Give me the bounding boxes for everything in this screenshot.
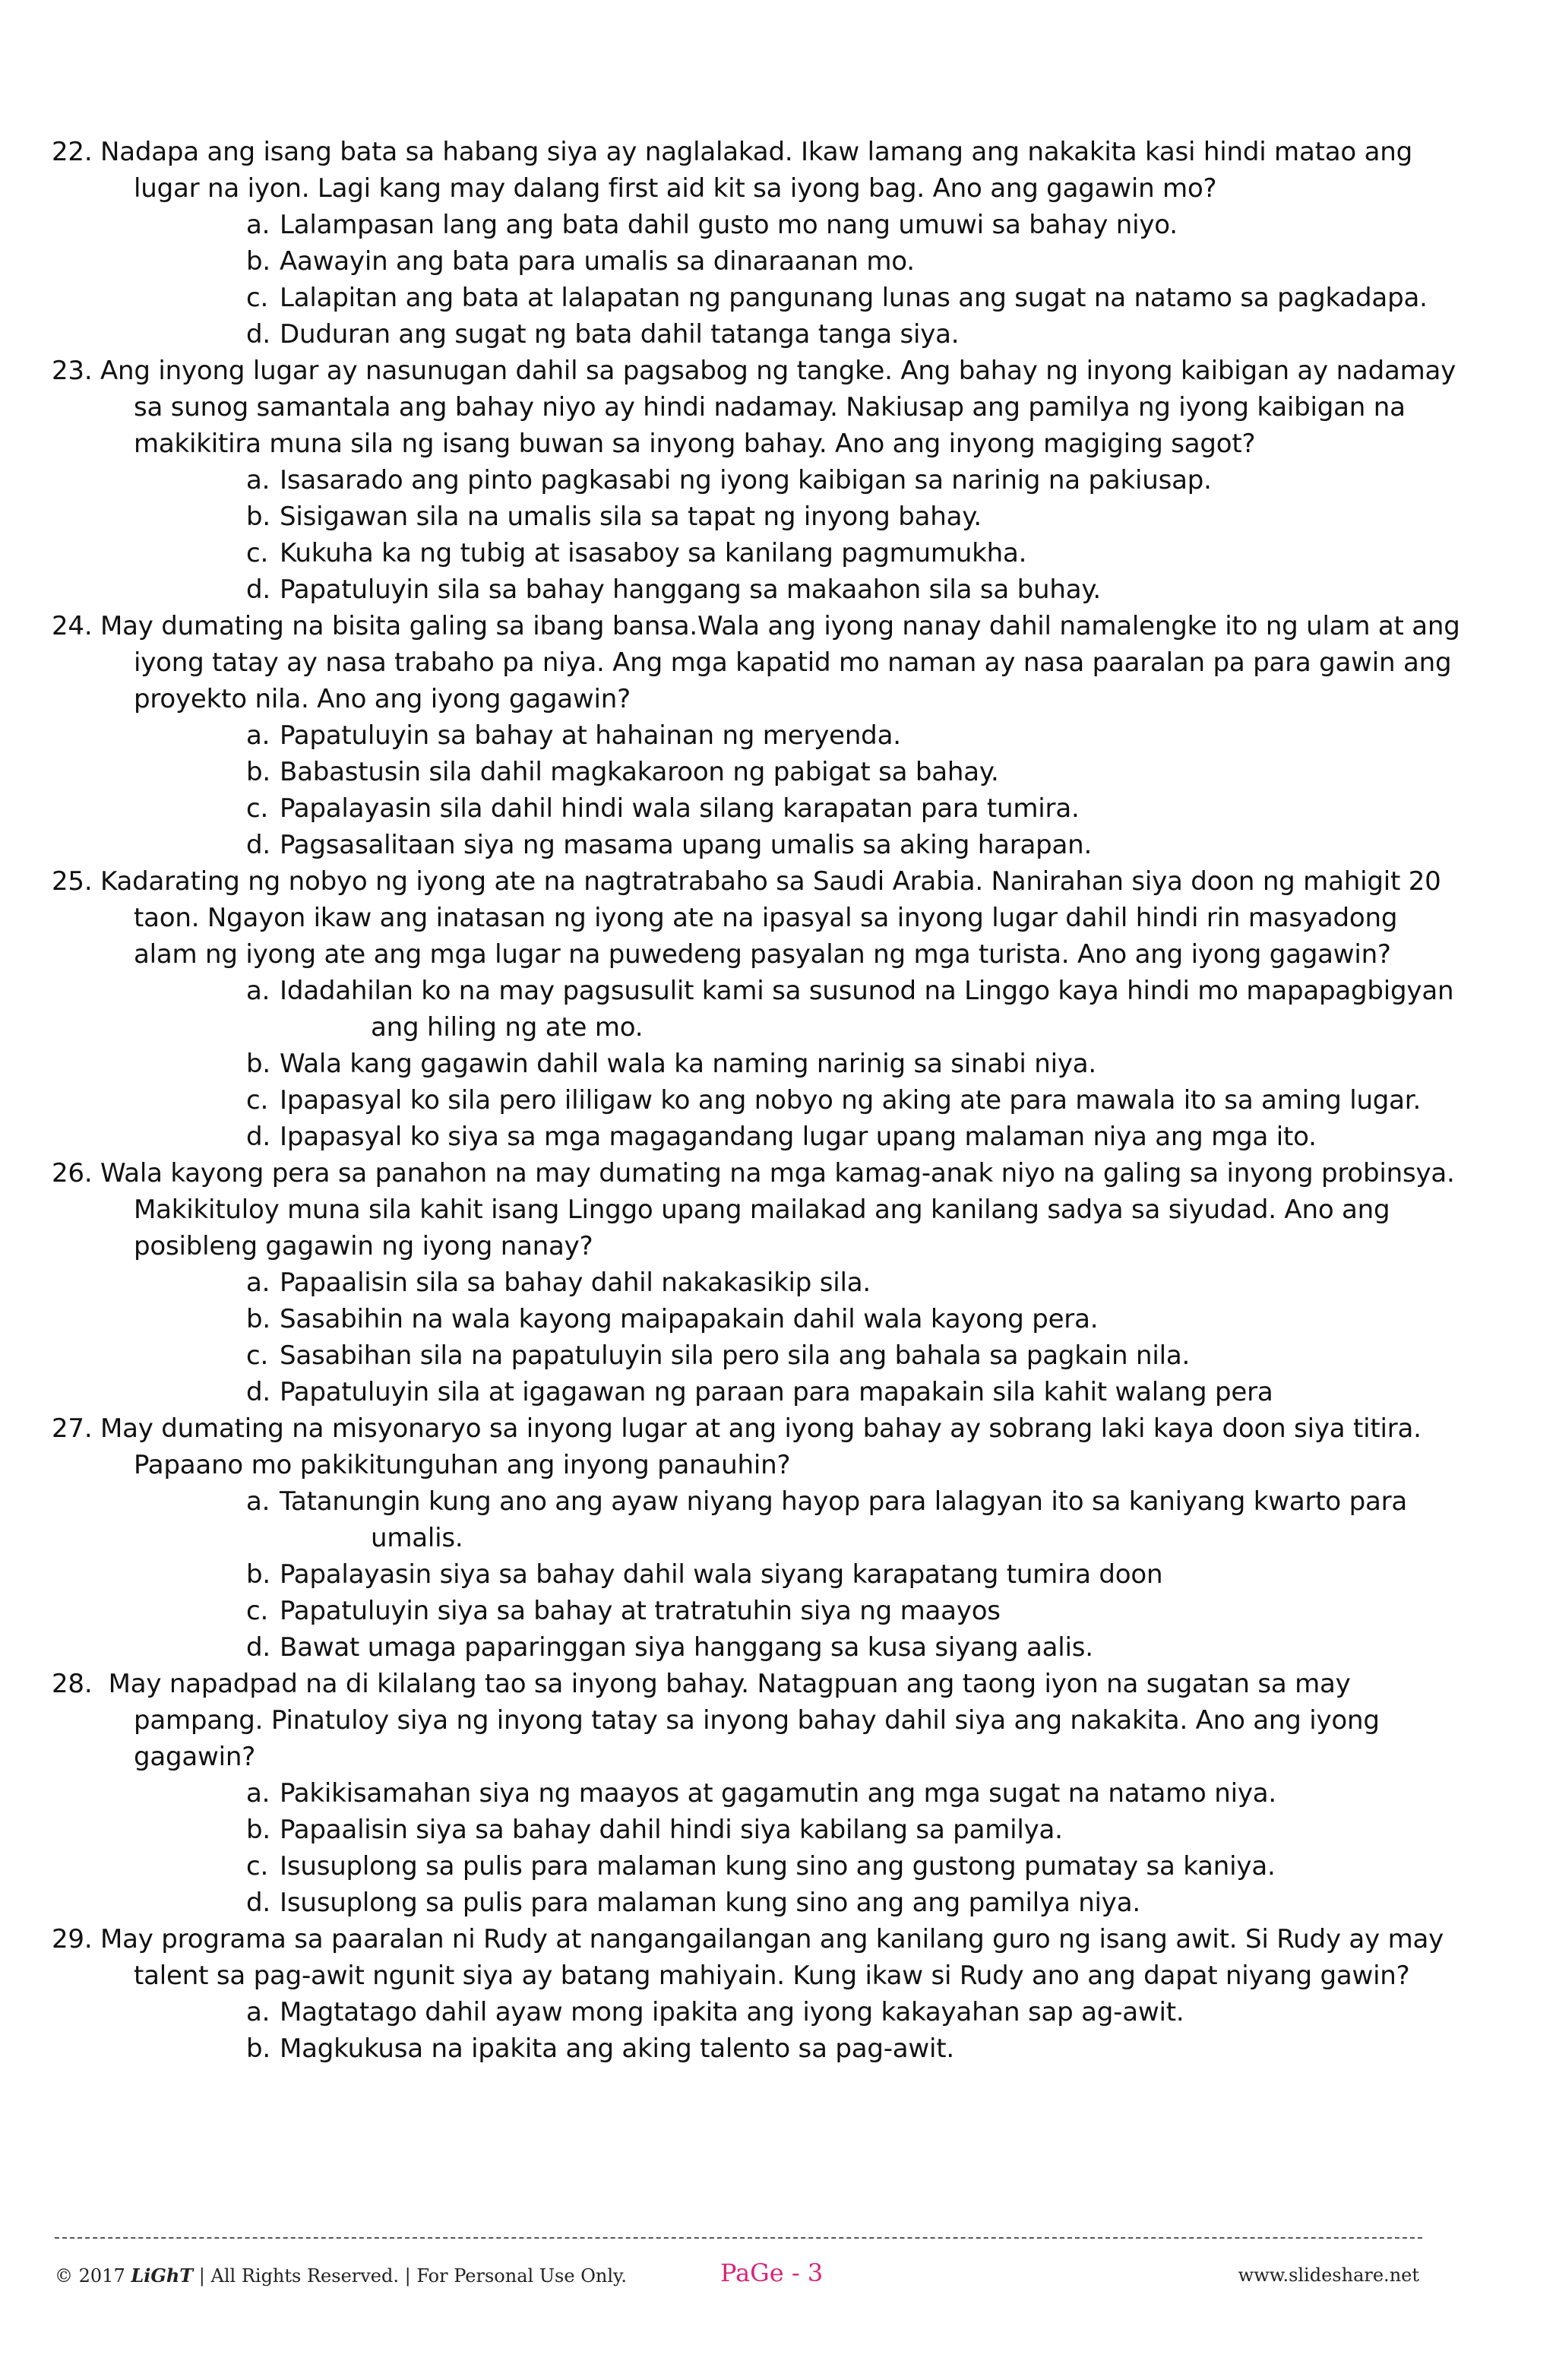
question-item: [52, 1666, 1465, 1921]
answer-option: [52, 1994, 1465, 2030]
answer-option: [52, 1046, 1465, 1082]
question-text: Ang inyong lugar ay nasunugan dahil sa pagsabog ng tangke. Ang bahay ng inyong kaibigan ay nadamay sa sunog samantala ang bahay niyo ay hindi nadamay. Nakiusap ang pamilya ng iyong kaibigan na makikitira muna sila ng isang buwan sa inyong bahay. Ano ang inyong magiging sagot?: [100, 356, 1456, 459]
option-letter: c.: [246, 1851, 269, 1882]
answer-option: [52, 243, 1465, 280]
option-text: Pakikisamahan siya ng maayos at gagamutin ang mga sugat na natamo niya.: [280, 1778, 1276, 1809]
option-letter: b.: [246, 1049, 270, 1079]
option-text: Magtatago dahil ayaw mong ipakita ang iyong kakayahan sap ag-awit.: [280, 1997, 1184, 2027]
option-letter: b.: [246, 246, 270, 277]
question-number: 23.: [52, 356, 93, 386]
rights-text: | All Rights Reserved. | For Personal Use Only.: [198, 2265, 627, 2287]
copyright-year: 2017: [78, 2265, 125, 2287]
option-letter: d.: [246, 1632, 270, 1663]
question-number: 26.: [52, 1158, 93, 1188]
option-letter: c.: [246, 1596, 269, 1626]
option-list: [52, 717, 1465, 863]
answer-option: [52, 1119, 1465, 1155]
question-item: [52, 863, 1465, 1155]
option-text-continuation: umalis.: [371, 1523, 463, 1553]
answer-option: [52, 1374, 1465, 1410]
option-letter: a.: [246, 720, 270, 751]
question-item: [52, 608, 1465, 863]
question-item: [52, 353, 1465, 608]
question-number: 28.: [52, 1669, 93, 1699]
answer-option: [52, 498, 1465, 535]
site-url: www.slideshare.net: [1238, 2264, 1419, 2286]
question-item: [52, 1921, 1465, 2067]
question-number: 25.: [52, 866, 93, 897]
option-letter: b.: [246, 1815, 270, 1845]
option-letter: a.: [246, 976, 270, 1006]
question-stem: [52, 1410, 1465, 1483]
page-number: PaGe - 3: [720, 2258, 824, 2287]
option-text: Babastusin sila dahil magkakaroon ng pabigat sa bahay.: [280, 757, 999, 787]
brand-name: LiGhT: [131, 2264, 194, 2287]
question-item: [52, 134, 1465, 353]
option-letter: d.: [246, 1888, 270, 1918]
answer-option: [52, 2030, 1465, 2067]
answer-option: [52, 717, 1465, 754]
option-letter: c.: [246, 283, 269, 313]
option-text: Papatuluyin sa bahay at hahainan ng meryenda.: [280, 720, 901, 751]
option-letter: a.: [246, 1268, 270, 1298]
option-letter: c.: [246, 538, 269, 568]
question-text: May programa sa paaralan ni Rudy at nangangailangan ang kanilang guro ng isang awit. Si Rudy ay may talent sa pag-awit ngunit siya ay batang mahiyain. Kung ikaw si Rudy ano ang dapat niyang gawin?: [100, 1924, 1444, 1991]
question-list: [52, 134, 1465, 2067]
option-letter: b.: [246, 2033, 270, 2064]
answer-option: [52, 1264, 1465, 1301]
option-text: Wala kang gagawin dahil wala ka naming narinig sa sinabi niya.: [280, 1049, 1096, 1079]
answer-option: [52, 1082, 1465, 1119]
option-text: Kukuha ka ng tubig at isasaboy sa kanilang pagmumukha.: [280, 538, 1027, 568]
answer-option: [52, 1337, 1465, 1374]
question-number: 24.: [52, 611, 93, 641]
option-text: Sasabihan sila na papatuluyin sila pero sila ang bahala sa pagkain nila.: [280, 1340, 1191, 1371]
option-text: Duduran ang sugat ng bata dahil tatanga tanga siya.: [280, 319, 960, 350]
option-letter: a.: [246, 1778, 270, 1809]
answer-option: [52, 973, 1465, 1046]
option-letter: d.: [246, 319, 270, 350]
answer-option: [52, 1848, 1465, 1885]
option-text: Aawayin ang bata para umalis sa dinaraanan mo.: [280, 246, 915, 277]
option-letter: d.: [246, 830, 270, 860]
option-letter: c.: [246, 1340, 269, 1371]
answer-option: [52, 571, 1465, 608]
question-stem: [52, 353, 1465, 462]
option-list: [52, 1775, 1465, 1921]
option-text: Lalapitan ang bata at lalapatan ng pangunang lunas ang sugat na natamo sa pagkadapa.: [280, 283, 1428, 313]
option-list: [52, 1483, 1465, 1666]
option-letter: d.: [246, 1377, 270, 1407]
copyright-notice: [55, 2264, 627, 2287]
option-letter: d.: [246, 574, 270, 605]
question-stem: [52, 1666, 1465, 1775]
option-letter: a.: [246, 210, 270, 240]
answer-option: [52, 827, 1465, 863]
option-text: Sisigawan sila na umalis sila sa tapat ng inyong bahay.: [280, 502, 982, 532]
option-text: Papatuluyin siya sa bahay at tratratuhin siya ng maayos: [280, 1596, 1001, 1626]
option-letter: c.: [246, 1085, 269, 1116]
answer-option: [52, 790, 1465, 827]
option-letter: a.: [246, 1486, 270, 1517]
option-text: Magkukusa na ipakita ang aking talento sa pag-awit.: [280, 2033, 955, 2064]
option-text: Papatuluyin sila at igagawan ng paraan para mapakain sila kahit walang pera: [280, 1377, 1273, 1407]
option-text: Isusuplong sa pulis para malaman kung sino ang gustong pumatay sa kaniya.: [280, 1851, 1276, 1882]
option-list: [52, 1994, 1465, 2067]
question-stem: [52, 863, 1465, 973]
answer-option: [52, 1775, 1465, 1812]
question-stem: [52, 134, 1465, 207]
option-text: Ipapasyal ko siya sa mga magagandang lugar upang malaman niya ang mga ito.: [280, 1122, 1317, 1152]
answer-option: [52, 207, 1465, 243]
option-list: [52, 207, 1465, 353]
option-text: Papaalisin siya sa bahay dahil hindi siya kabilang sa pamilya.: [280, 1815, 1063, 1845]
answer-option: [52, 535, 1465, 571]
answer-option: [52, 1593, 1465, 1629]
option-text: Papaalisin sila sa bahay dahil nakakasikip sila.: [280, 1268, 871, 1298]
question-text: May dumating na misyonaryo sa inyong lugar at ang iyong bahay ay sobrang laki kaya doon siya titira. Papaano mo pakikitunguhan ang inyong panauhin?: [100, 1413, 1422, 1480]
option-text: Tatanungin kung ano ang ayaw niyang hayop para lalagyan ito sa kaniyang kwarto para: [280, 1486, 1407, 1517]
option-text-continuation: ang hiling ng ate mo.: [371, 1012, 644, 1043]
option-text: Bawat umaga paparinggan siya hanggang sa kusa siyang aalis.: [280, 1632, 1093, 1663]
option-text: Papatuluyin sila sa bahay hanggang sa makaahon sila sa buhay.: [280, 574, 1102, 605]
question-text: May napadpad na di kilalang tao sa inyong bahay. Natagpuan ang taong iyon na sugatan sa may pampang. Pinatuloy siya ng inyong tatay sa inyong bahay dahil siya ang nakakita. Ano ang iyong gagawin?: [100, 1669, 1380, 1772]
answer-option: [52, 1301, 1465, 1337]
option-list: [52, 973, 1465, 1155]
question-stem: [52, 1921, 1465, 1994]
option-letter: b.: [246, 502, 270, 532]
answer-option: [52, 316, 1465, 353]
answer-option: [52, 1885, 1465, 1921]
footer-divider: [55, 2237, 1422, 2239]
question-text: May dumating na bisita galing sa ibang bansa.Wala ang iyong nanay dahil namalengke ito ng ulam at ang iyong tatay ay nasa trabaho pa niya. Ang mga kapatid mo naman ay nasa paaralan pa para gawin ang proyekto nila. Ano ang iyong gagawin?: [100, 611, 1460, 714]
option-letter: a.: [246, 1997, 270, 2027]
option-text: Isasarado ang pinto pagkasabi ng iyong kaibigan sa narinig na pakiusap.: [280, 465, 1212, 495]
option-text: Papalayasin siya sa bahay dahil wala siyang karapatang tumira doon: [280, 1559, 1163, 1590]
option-text: Sasabihin na wala kayong maipapakain dahil wala kayong pera.: [280, 1304, 1099, 1334]
question-text: Kadarating ng nobyo ng iyong ate na nagtratrabaho sa Saudi Arabia. Nanirahan siya doon ng mahigit 20 taon. Ngayon ikaw ang inatasan ng iyong ate na ipasyal sa inyong lugar dahil hindi rin masyadong alam ng iyong ate ang mga lugar na puwedeng pasyalan ng mga turista. Ano ang iyong gagawin?: [100, 866, 1441, 970]
question-stem: [52, 1155, 1465, 1264]
option-text: Lalampasan lang ang bata dahil gusto mo nang umuwi sa bahay niyo.: [280, 210, 1178, 240]
option-list: [52, 1264, 1465, 1410]
question-number: 22.: [52, 137, 93, 167]
answer-option: [52, 1629, 1465, 1666]
question-number: 27.: [52, 1413, 93, 1444]
answer-option: [52, 1812, 1465, 1848]
copyright-symbol: ©: [55, 2265, 73, 2287]
option-letter: a.: [246, 465, 270, 495]
question-item: [52, 1410, 1465, 1666]
answer-option: [52, 1483, 1465, 1556]
answer-option: [52, 754, 1465, 790]
answer-option: [52, 280, 1465, 316]
option-list: [52, 462, 1465, 608]
option-text: Isusuplong sa pulis para malaman kung sino ang ang pamilya niya.: [280, 1888, 1140, 1918]
question-text: Nadapa ang isang bata sa habang siya ay naglalakad. Ikaw lamang ang nakakita kasi hindi matao ang lugar na iyon. Lagi kang may dalang first aid kit sa iyong bag. Ano ang gagawin mo?: [100, 137, 1412, 204]
option-letter: b.: [246, 1304, 270, 1334]
option-letter: c.: [246, 793, 269, 824]
page-footer: [55, 2258, 1419, 2292]
question-stem: [52, 608, 1465, 717]
option-letter: b.: [246, 757, 270, 787]
question-item: [52, 1155, 1465, 1410]
question-number: 29.: [52, 1924, 93, 1954]
question-text: Wala kayong pera sa panahon na may dumating na mga kamag-anak niyo na galing sa inyong probinsya. Makikituloy muna sila kahit isang Linggo upang mailakad ang kanilang sadya sa siyudad. Ano ang posibleng gagawin ng iyong nanay?: [100, 1158, 1455, 1261]
option-text: Papalayasin sila dahil hindi wala silang karapatan para tumira.: [280, 793, 1080, 824]
option-letter: b.: [246, 1559, 270, 1590]
answer-option: [52, 1556, 1465, 1593]
option-letter: d.: [246, 1122, 270, 1152]
option-text: Idadahilan ko na may pagsusulit kami sa susunod na Linggo kaya hindi mo mapapagbigyan: [280, 976, 1454, 1006]
option-text: Pagsasalitaan siya ng masama upang umalis sa aking harapan.: [280, 830, 1093, 860]
answer-option: [52, 462, 1465, 498]
option-text: Ipapasyal ko sila pero ililigaw ko ang nobyo ng aking ate para mawala ito sa aming lugar.: [280, 1085, 1422, 1116]
